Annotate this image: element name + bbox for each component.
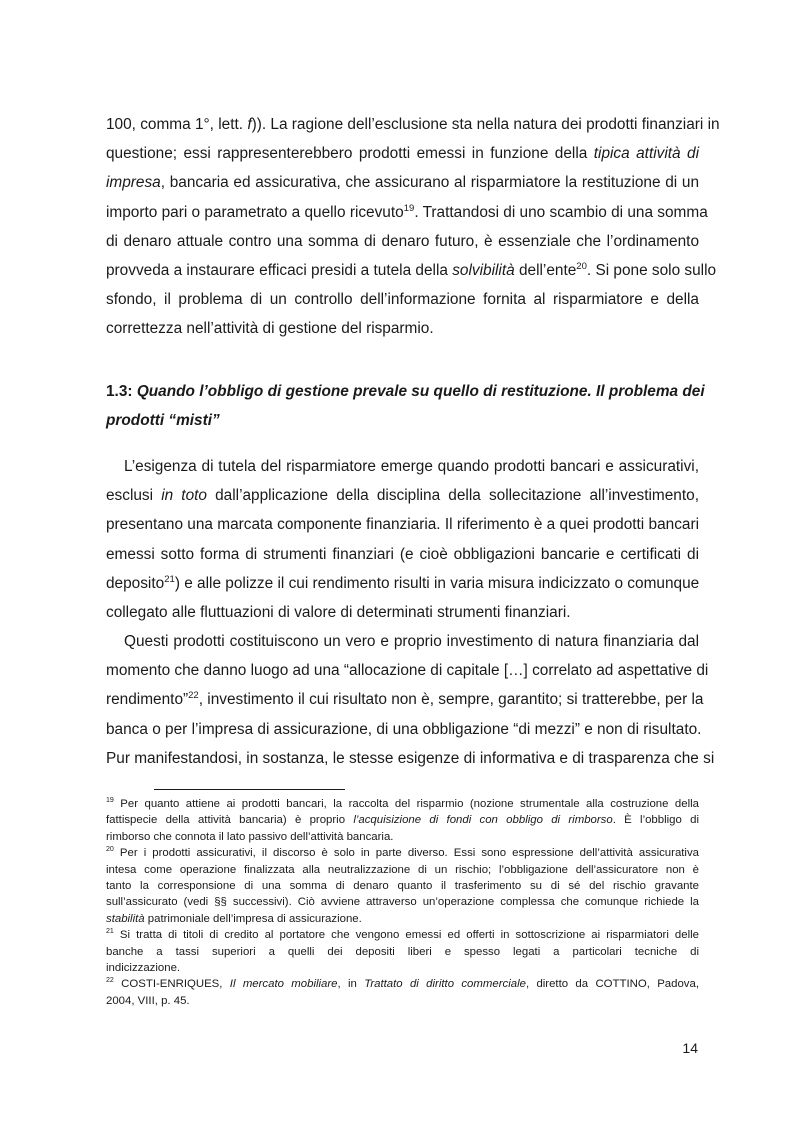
text-line: questione; essi rappresenterebbero prodotti emessi in funzione della tipica attività di <box>106 145 699 163</box>
text-line: Questi prodotti costituiscono un vero e proprio investimento di natura finanziaria dal <box>124 633 699 650</box>
paragraph <box>106 452 699 627</box>
footnote-line: banche a tassi superiori a quelli dei depositi liberi e spesso legati a particolari tecniche di <box>106 945 699 958</box>
paragraph-continuation <box>106 110 720 344</box>
text-line: L’esigenza di tutela del risparmiatore emerge quando prodotti bancari e assicurativi, <box>124 458 699 475</box>
paragraph <box>106 627 715 773</box>
text-line: importo pari o parametrato a quello ricevuto$^{19}$. Trattandosi di uno scambio di una somma <box>106 202 708 221</box>
footnote-21: $^{21}$ Si tratta di titoli di credito al portatore che vengono emessi ed offerti in sottoscrizione ai risparmiatori delle <box>106 928 699 942</box>
footnote-line: sull’assicurato (vedi §§ successivi). Ciò avviene attraverso un’operazione complessa che comunque richiede la <box>106 896 699 909</box>
footnote-line: tanto la corresponsione di una somma di denaro quanto il trasferimento su di sé del rischio gravante <box>106 879 699 892</box>
text-line: impresa, bancaria ed assicurativa, che assicurano al risparmiatore la restituzione di un <box>106 174 699 192</box>
footnote-22: $^{22}$ COSTI-ENRIQUES, Il mercato mobiliare, in Trattato di diritto commerciale, diretto da COTTINO, Padova, <box>106 977 699 991</box>
text-line: deposito$^{21}$) e alle polizze il cui rendimento risulti in varia misura indicizzato o comunque <box>106 573 700 592</box>
footnotes <box>106 796 699 1009</box>
footnote-line: intesa come operazione finalizzata alla neutralizzazione di un rischio; l’obbligazione dell’assicuratore non è <box>106 863 699 876</box>
footnote-line: indicizzazione. <box>106 961 181 974</box>
footnote-ref-20: 20 <box>576 260 587 272</box>
text-line: correttezza nell’attività di gestione del risparmio. <box>106 320 434 338</box>
section-heading <box>106 377 705 435</box>
text-line: esclusi in toto dall’applicazione della disciplina della sollecitazione all’investimento, <box>106 487 699 505</box>
footnote-ref-21: 21 <box>164 573 175 585</box>
footnote-ref-19: 19 <box>403 202 415 214</box>
footnote-line: stabilità patrimoniale dell’impresa di assicurazione. <box>106 912 362 925</box>
text-line: momento che danno luogo ad una “allocazione di capitale […] correlato ad aspettative di <box>106 662 709 680</box>
heading-line: prodotti “misti” <box>106 412 220 430</box>
page-number: 14 <box>682 1040 698 1056</box>
section-title: Quando l’obbligo di gestione prevale su quello di restituzione. Il problema dei <box>136 383 705 400</box>
heading-line: 1.3: Quando l’obbligo di gestione prevale su quello di restituzione. Il problema dei <box>106 383 705 400</box>
section-number: 1.3 <box>106 383 128 400</box>
text-line: rendimento”$^{22}$, investimento il cui risultato non è, sempre, garantito; si tratterebbe, per la <box>106 690 704 709</box>
footnote-separator <box>154 789 345 790</box>
footnote-line: fattispecie della attività bancaria) è proprio l’acquisizione di fondi con obbligo di rimborso. È l’obbligo di <box>106 814 699 827</box>
text-line: presentano una marcata componente finanziaria. Il riferimento è a quei prodotti bancari <box>106 516 699 534</box>
text-line: Pur manifestandosi, in sostanza, le stesse esigenze di informativa e di trasparenza che si <box>106 749 715 767</box>
text-line: di denaro attuale contro una somma di denaro futuro, è essenziale che l’ordinamento <box>106 232 699 250</box>
footnote-line: rimborso che connota il lato passivo dell’attività bancaria. <box>106 830 394 843</box>
text-line: banca o per l’impresa di assicurazione, di una obbligazione “di mezzi” e non di risultato. <box>106 720 702 738</box>
footnote-line: 2004, VIII, p. 45. <box>106 994 190 1007</box>
footnote-ref-22: 22 <box>188 690 199 702</box>
text-line: collegato alle fluttuazioni di valore di determinati strumenti finanziari. <box>106 603 571 621</box>
text-line: provveda a instaurare efficaci presidi a tutela della solvibilità dell’ente$^{20}$. Si pone solo sullo <box>106 260 717 279</box>
text-line: emessi sotto forma di strumenti finanziari (e cioè obbligazioni bancarie e certificati di <box>106 545 699 563</box>
text-line: 100, comma 1°, lett. f)). La ragione dell’esclusione sta nella natura dei prodotti finanziari in <box>106 116 720 133</box>
text-line: sfondo, il problema di un controllo dell’informazione fornita al risparmiatore e della <box>106 291 699 309</box>
footnote-19: $^{19}$ Per quanto attiene ai prodotti bancari, la raccolta del risparmio (nozione strumentale alla costruzione della <box>106 797 699 810</box>
footnote-20: $^{20}$ Per i prodotti assicurativi, il discorso è solo in parte diverso. Essi sono espressione dell’attività assicurativa <box>106 846 699 860</box>
